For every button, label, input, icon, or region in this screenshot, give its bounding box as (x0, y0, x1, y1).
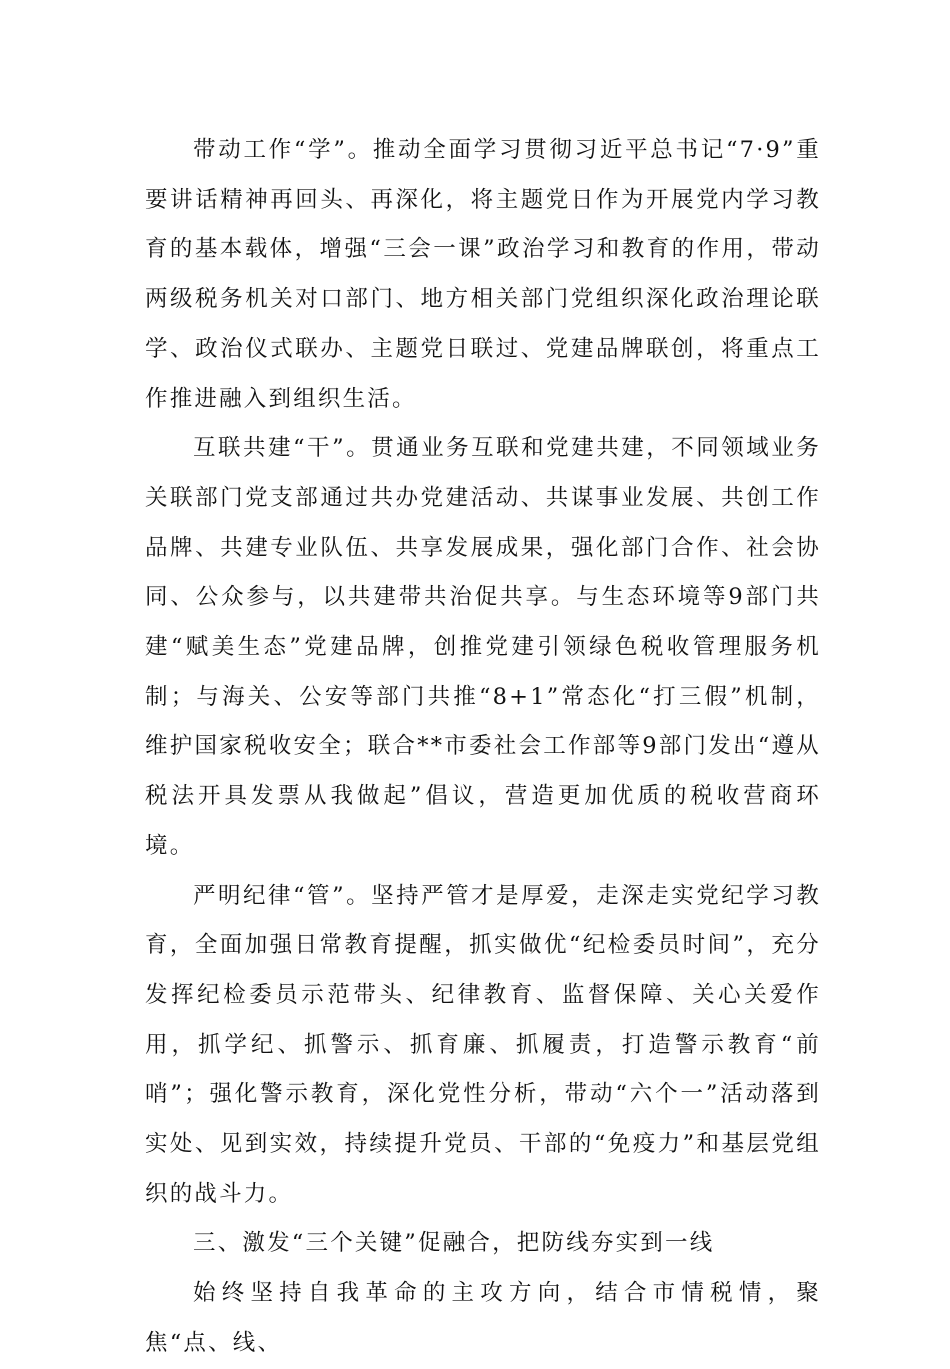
section-heading: 三、激发“三个关键”促融合，把防线夯实到一线 (193, 1230, 715, 1257)
paragraph-final: 始终坚持自我革命的主攻方向，结合市情税情，聚焦“点、线、 (145, 1280, 821, 1356)
paragraph-study: 带动工作“学”。推动全面学习贯彻习近平总书记“7·9”重要讲话精神再回头、再深化，将主题党日作为开展党内学习教育的基本载体，增强“三会一课”政治学习和教育的作用，带动两级税务机关对口部门、地方相关部门党组织深化政治理论联学、政治仪式联办、主题党日联过、党建品牌联创，将重点工作推进融入到组织生活。 (145, 137, 821, 412)
document-body (145, 126, 821, 1369)
paragraph-co-build: 互联共建“干”。贯通业务互联和党建共建，不同领域业务关联部门党支部通过共办党建活动、共谋事业发展、共创工作品牌、共建专业队伍、共享发展成果，强化部门合作、社会协同、公众参与，以共建带共治促共享。与生态环境等9部门共建“赋美生态”党建品牌，创推党建引领绿色税收管理服务机制；与海关、公安等部门共推“8+1”常态化“打三假”机制，维护国家税收安全；联合**市委社会工作部等9部门发出“遵从税法开具发票从我做起”倡议，营造更加优质的税收营商环境。 (145, 435, 821, 859)
paragraph-discipline: 严明纪律“管”。坚持严管才是厚爱，走深走实党纪学习教育，全面加强日常教育提醒，抓实做优“纪检委员时间”，充分发挥纪检委员示范带头、纪律教育、监督保障、关心关爱作用，抓学纪、抓警示、抓育廉、抓履责，打造警示教育“前哨”；强化警示教育，深化党性分析，带动“六个一”活动落到实处、见到实效，持续提升党员、干部的“免疫力”和基层党组织的战斗力。 (145, 882, 821, 1207)
